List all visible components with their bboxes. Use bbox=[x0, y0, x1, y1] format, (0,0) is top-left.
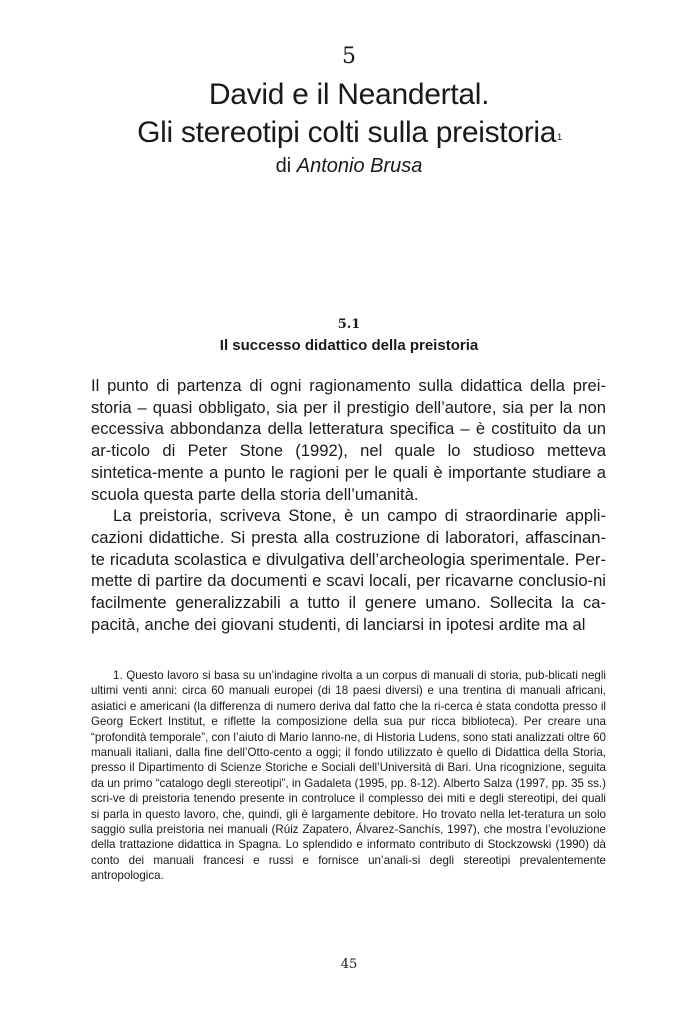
chapter-title bbox=[0, 76, 698, 152]
footnote bbox=[91, 668, 606, 884]
author-prefix: di bbox=[275, 155, 292, 177]
footnote-text: 1. Questo lavoro si basa su un’indagine rivolta a un corpus di manuali di storia, pub-blicati negli ultimi venti anni: circa 60 manuali europei (di 18 paesi diversi) e una trentina di manuali africani, asiatici e americani (la differenza di numero deriva dal fatto che la ri-cerca è stata condotta presso il Georg Eckert Institut, e riflette la composizione della sua pur ricca biblioteca). Per creare una “profondità temporale”, con l’aiuto di Mario Ianno-ne, di Historia Ludens, sono stati analizzati oltre 60 manuali italiani, dalla fine dell’Otto-cento a oggi; il fondo utilizzato è quello di Didattica della Storia, presso il Dipartimento di Scienze Storiche e Sociali dell’Università di Bari. Una ricognizione, seguita da un primo “catalogo degli stereotipi”, in Gadaleta (1995, pp. 8-12). Alberto Salza (1997, pp. 35 ss.) scri-ve di preistoria tenendo presente in controluce il complesso dei miti e degli stereotipi, dei quali si parla in questo lavoro, che, quindi, gli è largamente debitore. Ho trovato nella let-teratura un solo saggio sulla preistoria nei manuali (Rúiz Zapatero, Álvarez-Sanchís, 1997), che mostra l’evoluzione della trattazione didattica in Spagna. Lo splendido e informato contributo di Stockzowski (1990) dà conto dei manuali francesi e russi e fornisce un’anali-si degli stereotipi prevalentemente antropologica. bbox=[91, 669, 606, 883]
page-number: 45 bbox=[340, 957, 358, 972]
chapter-author bbox=[0, 153, 698, 179]
chapter-title-line-2-text: Gli stereotipi colti sulla preistoria bbox=[137, 116, 557, 149]
section-title: Il successo didattico della preistoria bbox=[219, 337, 479, 354]
chapter-number: 5 bbox=[342, 44, 356, 69]
body-paragraph: La preistoria, scriveva Stone, è un campo di straordinarie appli-cazioni didattiche. Si presta alla costruzione di laboratori, affascinan-te ricaduta scolastica e divulgativa dell’archeologia sperimentale. Per-mette di partire da documenti e scavi locali, per ricavarne conclusio-ni facilmente generalizzabili a tutto il genere umano. Sollecita la ca-pacità, anche dei giovani studenti, di lanciarsi in ipotesi ardite ma al bbox=[91, 506, 606, 634]
body-text bbox=[91, 375, 606, 635]
chapter-title-line-2 bbox=[0, 114, 698, 152]
chapter-title-line-1: David e il Neandertal. bbox=[208, 78, 490, 111]
body-paragraph: Il punto di partenza di ogni ragionamento sulla didattica della prei-storia – quasi obbligato, sia per il prestigio dell’autore, sia per la non eccessiva abbondanza della letteratura specifica – è costituito da un ar-ticolo di Peter Stone (1992), nel quale lo studioso metteva sintetica-mente a punto le ragioni per le quali è importante studiare a scuola questa parte della storia dell’umanità. bbox=[91, 376, 606, 504]
section-number: 5.1 bbox=[337, 317, 361, 332]
footnote-reference[interactable]: 1 bbox=[557, 132, 562, 142]
author-name: Antonio Brusa bbox=[296, 155, 423, 177]
